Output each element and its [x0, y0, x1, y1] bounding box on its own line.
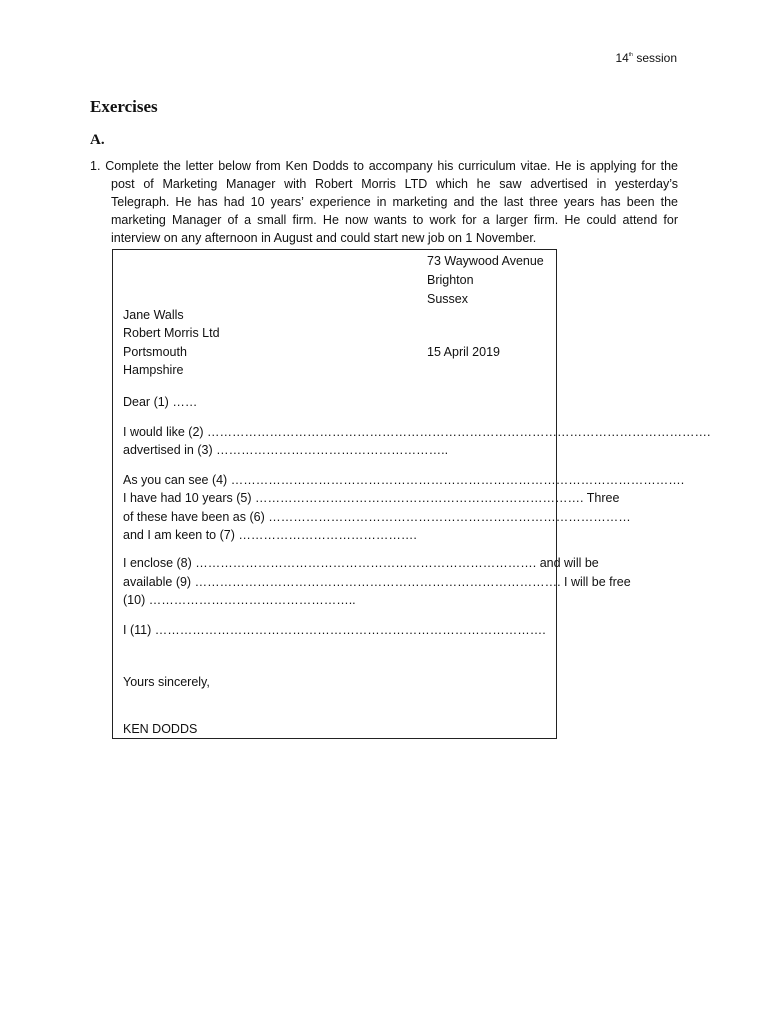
instruction-line: Telegraph. He has had 10 years’ experience in marketing and the last three years has been the	[111, 195, 678, 209]
exercise-instruction	[90, 157, 678, 247]
letter-date: 15 April 2019	[427, 345, 500, 359]
page-title: Exercises	[90, 97, 158, 116]
letter-line-para2: I have had 10 years (5) ……………………………………………………………………. Three	[123, 491, 620, 505]
session-word: session	[636, 51, 677, 65]
letter-box	[112, 249, 711, 739]
letter-line-para4: I (11) ………………………………………………………………………………….	[123, 623, 546, 637]
letter-line-para2: As you can see (4) ……………………………………………………………………………………………….	[123, 473, 685, 487]
recipient-name: Jane Walls	[123, 308, 184, 322]
instruction-line: post of Marketing Manager with Robert Morris LTD which he saw advertised in yesterday’s	[111, 177, 678, 191]
signature: KEN DODDS	[123, 722, 198, 736]
instruction-line: 1. Complete the letter below from Ken Dodds to accompany his curriculum vitae. He is applying for the	[90, 159, 678, 173]
sender-address-line: 73 Waywood Avenue	[427, 254, 544, 268]
session-number: 14	[615, 51, 629, 65]
recipient-city: Portsmouth	[123, 345, 187, 359]
recipient-company: Robert Morris Ltd	[123, 326, 220, 340]
section-label: A.	[90, 132, 105, 148]
letter-line-para3: available (9) ……………………………………………………………………………. I will be free	[123, 575, 631, 589]
letter-line-para2: and I am keen to (7) …………………………………….	[123, 528, 417, 542]
letter-line-para3: I enclose (8) ………………………………………………………………………. and will be	[123, 556, 599, 570]
instruction-line: interview on any afternoon in August and could start new job on 1 November.	[111, 231, 537, 245]
sender-address-line: Brighton	[427, 273, 474, 287]
letter-line-para1: I would like (2) ………………………………………………………………………………………………………….	[123, 425, 711, 439]
recipient-county: Hampshire	[123, 363, 184, 377]
letter-line-para2: of these have been as (6) ……………………………………………………………………………	[123, 510, 631, 524]
letter-line-para3: (10) …………………………………………..	[123, 593, 356, 607]
salutation: Dear (1) ……	[123, 395, 198, 409]
instruction-line: marketing Manager of a small firm. He now wants to work for a larger firm. He could attend for	[111, 213, 678, 227]
closing: Yours sincerely,	[123, 675, 210, 689]
session-label	[615, 51, 677, 65]
session-ordinal-suffix: th	[628, 52, 633, 58]
sender-address-line: Sussex	[427, 292, 468, 306]
letter-line-para1: advertised in (3) ………………………………………………..	[123, 443, 449, 457]
